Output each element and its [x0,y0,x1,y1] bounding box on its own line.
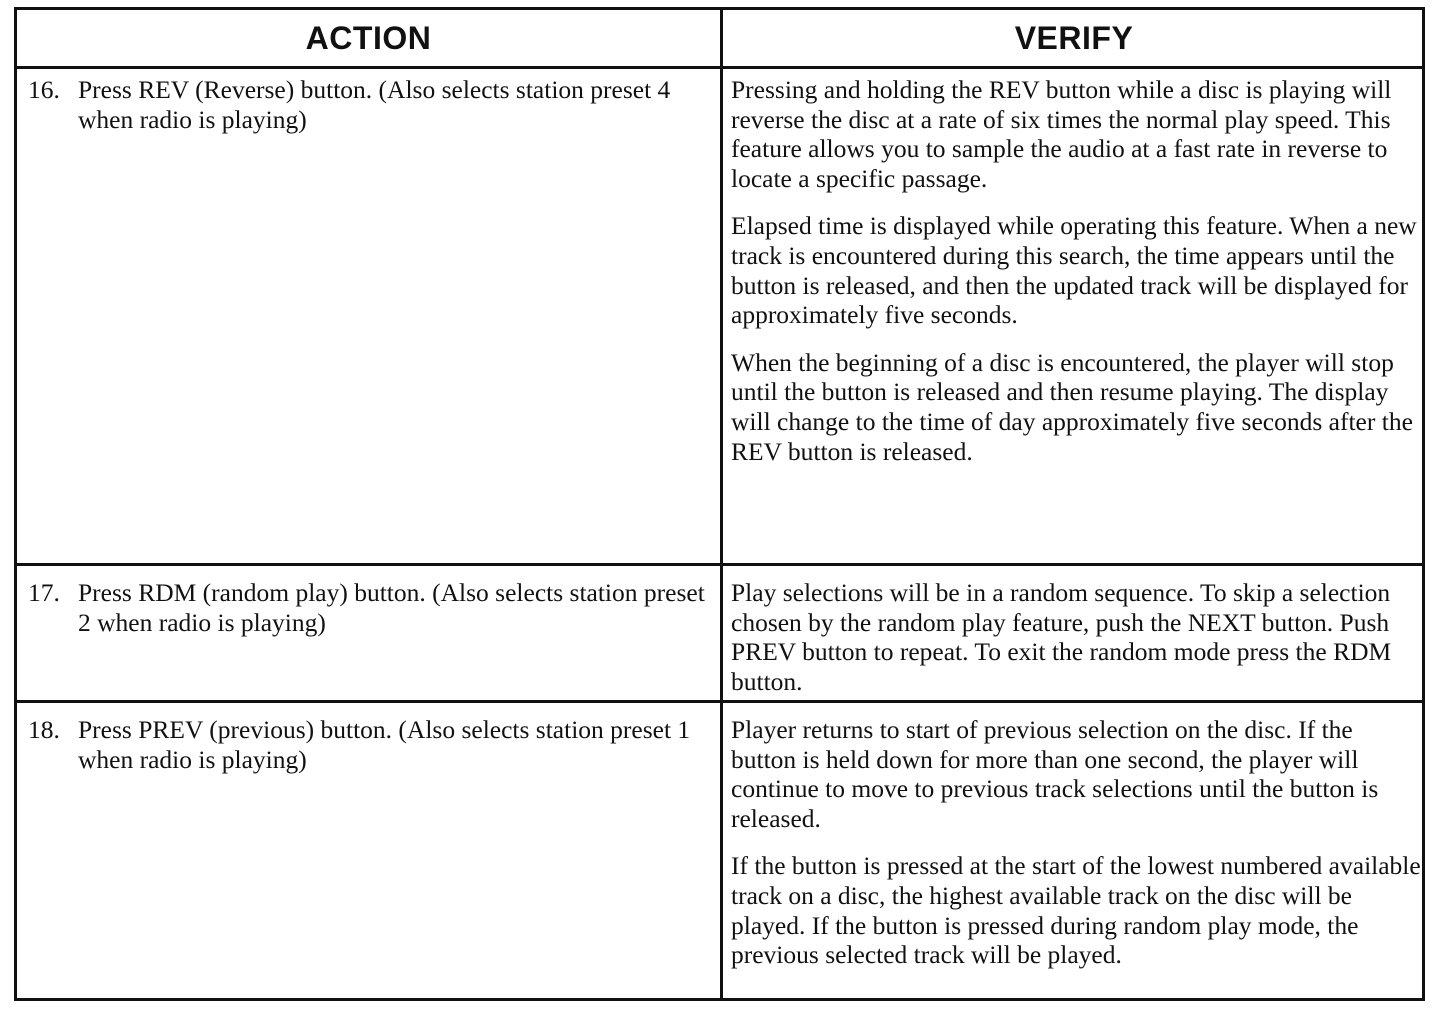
table-row [17,566,1422,703]
verify-paragraph: Player returns to start of previous selection on the disc. If the button is held down for more than one second, the player will continue to move to previous track selections until the button is released. [731,715,1379,833]
action-text: Press RDM (random play) button. (Also selects station preset 2 when radio is playing) [78,578,705,637]
table-row [17,703,1422,998]
action-cell [28,578,708,637]
step-number: 16. [28,75,60,104]
verify-paragraph: Play selections will be in a random sequence. To skip a selection chosen by the random play feature, push the NEXT button. Push PREV button to repeat. To exit the random mode press the RDM button. [731,578,1392,696]
verify-paragraph: If the button is pressed at the start of the lowest numbered available track on a disc, the highest available track on the disc will be played. If the button is pressed during random play mode, the previous selected track will be played. [731,851,1421,970]
verify-paragraph: Pressing and holding the REV button while a disc is playing will reverse the disc at a rate of six times the normal play speed. This feature allows you to sample the audio at a fast rate in reverse to locate a specific passage. [731,75,1392,193]
table-row [17,69,1422,566]
verify-cell [731,75,1421,466]
verify-cell [731,715,1421,970]
action-cell [28,75,708,134]
action-cell [28,715,708,774]
verify-paragraph: When the beginning of a disc is encountered, the player will stop until the button is released and then resume playing. The display will change to the time of day approximately five seconds after the REV button is released. [731,347,1413,466]
verify-cell [731,578,1421,696]
step-number: 17. [28,578,60,607]
action-column-header: ACTION [305,19,432,56]
action-text: Press REV (Reverse) button. (Also selects station preset 4 when radio is playing) [78,75,671,134]
step-number: 18. [28,715,60,744]
action-text: Press PREV (previous) button. (Also selects station preset 1 when radio is playing) [78,715,691,774]
verify-column-header: VERIFY [1014,19,1134,56]
verify-paragraph: Elapsed time is displayed while operating this feature. When a new track is encountered during this search, the time appears until the button is released, and then the updated track will be displayed for approximately five seconds. [731,211,1417,330]
action-verify-table [14,7,1425,1001]
table-header-row [17,10,1422,69]
